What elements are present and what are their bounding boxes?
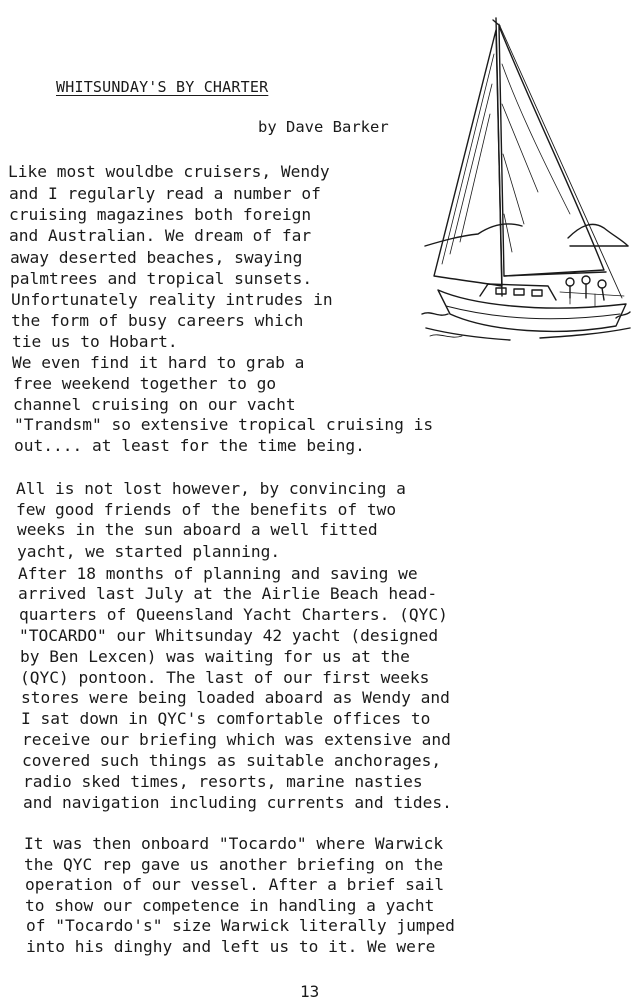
body-text-line: palmtrees and tropical sunsets. — [10, 269, 313, 288]
body-text-line: by Ben Lexcen) was waiting for us at the — [20, 647, 410, 666]
body-text-line: to show our competence in handling a yacht — [25, 896, 435, 915]
sailing-yacht-illustration — [420, 14, 632, 344]
body-text-line: weeks in the sun aboard a well fitted — [17, 520, 378, 539]
article-title: WHITSUNDAY'S BY CHARTER — [56, 78, 269, 96]
body-text-line: radio sked times, resorts, marine nasties — [23, 772, 423, 791]
body-text-line: and Australian. We dream of far — [9, 226, 312, 245]
body-text-line: out.... at least for the time being. — [14, 436, 365, 455]
body-text-line: After 18 months of planning and saving we — [18, 564, 418, 583]
body-text-line: "TOCARDO" our Whitsunday 42 yacht (designed — [19, 626, 439, 645]
body-text-line: operation of our vessel. After a brief sail — [25, 875, 445, 894]
body-text-line: tie us to Hobart. — [12, 332, 178, 351]
body-text-line: I sat down in QYC's comfortable offices to — [21, 709, 431, 728]
body-text-line: stores were being loaded aboard as Wendy and — [21, 688, 450, 707]
body-text-line: few good friends of the benefits of two — [16, 500, 397, 519]
body-text-line: yacht, we started planning. — [17, 542, 281, 561]
body-text-line: and navigation including currents and tides. — [23, 793, 452, 812]
body-text-line: receive our briefing which was extensive and — [22, 730, 451, 749]
body-text-line: free weekend together to go — [13, 374, 277, 393]
body-text-line: the form of busy careers which — [11, 311, 304, 330]
body-text-line: It was then onboard "Tocardo" where Warwick — [24, 834, 444, 853]
body-text-line: All is not lost however, by convincing a — [16, 479, 406, 498]
article-byline: by Dave Barker — [258, 118, 389, 136]
body-text-line: arrived last July at the Airlie Beach head- — [18, 584, 438, 603]
body-text-line: Like most wouldbe cruisers, Wendy — [8, 162, 330, 181]
body-text-line: channel cruising on our vacht — [13, 395, 296, 414]
body-text-line: quarters of Queensland Yacht Charters. (QYC) — [19, 605, 448, 624]
body-text-line: away deserted beaches, swaying — [10, 248, 303, 267]
body-text-line: of "Tocardo's" size Warwick literally jumped — [26, 916, 455, 935]
body-text-line: (QYC) pontoon. The last of our first weeks — [20, 668, 430, 687]
mainsail — [499, 26, 604, 276]
body-text-line: into his dinghy and left us to it. We were — [26, 937, 436, 956]
body-text-line: covered such things as suitable anchorages, — [22, 751, 442, 770]
mountain-outline — [425, 224, 522, 246]
body-text-line: cruising magazines both foreign — [9, 205, 312, 224]
page-number: 13 — [300, 982, 320, 1001]
mountain-outline — [568, 224, 628, 246]
body-text-line: Unfortunately reality intrudes in — [11, 290, 333, 309]
body-text-line: the QYC rep gave us another briefing on the — [24, 855, 444, 874]
body-text-line: We even find it hard to grab a — [12, 353, 305, 372]
body-text-line: "Trandsm" so extensive tropical cruising is — [14, 415, 434, 434]
body-text-line: and I regularly read a number of — [9, 184, 321, 203]
